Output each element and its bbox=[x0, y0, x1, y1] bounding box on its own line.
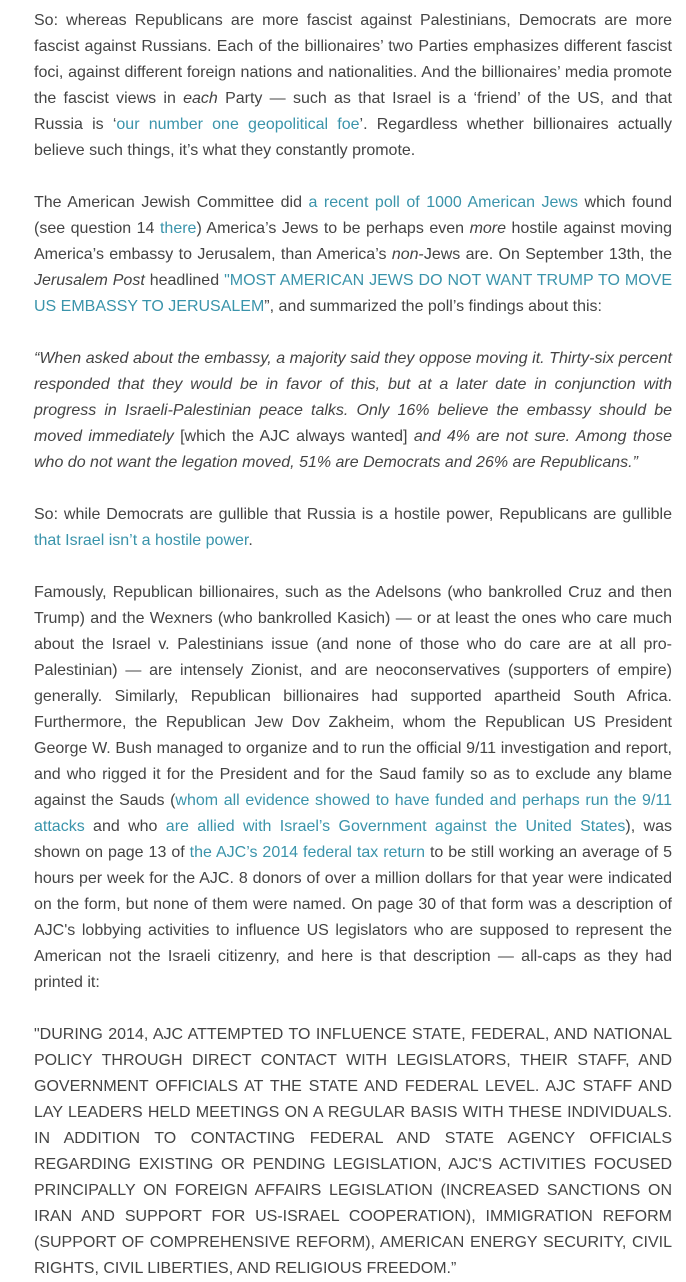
link-jerusalem-post-headline[interactable]: "MOST AMERICAN JEWS DO NOT WANT TRUMP TO MOVE US EMBASSY TO JERUSALEM bbox=[34, 272, 673, 315]
emphasis: non bbox=[391, 246, 419, 263]
link-ajc-tax-return[interactable]: the AJC’s 2014 federal tax return bbox=[189, 844, 425, 861]
paragraph-republican-billionaires bbox=[34, 580, 672, 996]
text: So: while Democrats are gullible that Russia is a hostile power, Republicans are gullible bbox=[34, 506, 672, 523]
quote-text: “When asked about the embassy, a majority said they oppose moving it. Thirty-six percent responded that they would be in favor of this, but at a later date in conjunction with progress in Israeli-Palestinian peace talks. Only 16% believe the embassy should be moved immediately bbox=[34, 350, 672, 445]
text: "DURING 2014, AJC ATTEMPTED TO INFLUENCE STATE, FEDERAL, AND NATIONAL POLICY THROUGH DIRECT CONTACT WITH LEGISLATORS, THEIR STAFF, AND GOVERNMENT OFFICIALS AT THE STATE AND FEDERAL LEVEL. AJC STAFF AND LAY LEADERS HELD MEETINGS ON A REGULAR BASIS WITH THESE INDIVIDUALS. IN ADDITION TO CONTACTING FEDERAL AND STATE AGENCY OFFICIALS REGARDING EXISTING OR PENDING LEGISLATION, AJC'S ACTIVITIES FOCUSED PRINCIPALLY ON FOREIGN AFFAIRS LEGISLATION (INCREASED SANCTIONS ON IRAN AND SUPPORT FOR US-ISRAEL COOPERATION), IMMIGRATION REFORM (SUPPORT OF COMPREHENSIVE REFORM), AMERICAN ENERGY SECURITY, CIVIL RIGHTS, CIVIL LIBERTIES, AND RELIGIOUS FREEDOM.” bbox=[34, 1026, 672, 1277]
text: ’. Regardless whether billionaires actually believe such things, it’s what they constantly promote. bbox=[34, 116, 673, 159]
link-geopolitical-foe[interactable]: our number one geopolitical foe bbox=[116, 116, 360, 133]
text: So: whereas Republicans are more fascist against Palestinians, Democrats are more fascist against Russians. Each of the billionaires’ two Parties emphasizes different fascist foci, against different foreign nations and nationalities. And the billionaires’ media promote the fascist views in bbox=[34, 12, 672, 107]
text: . bbox=[248, 532, 253, 549]
text: -Jews are. On September 13th, the bbox=[418, 246, 673, 263]
text: which found (see question 14 bbox=[34, 194, 672, 237]
blockquote-poll-findings bbox=[34, 346, 672, 476]
text: ) America’s Jews to be perhaps even bbox=[196, 220, 470, 237]
emphasis: each bbox=[183, 90, 218, 107]
emphasis: more bbox=[469, 220, 507, 237]
text: to be still working an average of 5 hours per week for the AJC. 8 donors of over a million dollars for that year were indicated on the form, but none of them were named. On page 30 of that form was a description of AJC's lobbying activities to influence US legislators who are supposed to represent the American not the Israeli citizenry, and here is that description — all-caps as they had printed it: bbox=[34, 844, 672, 991]
text: The American Jewish Committee did bbox=[34, 194, 309, 211]
link-allied-with-israel[interactable]: are allied with Israel’s Government against the United States bbox=[165, 818, 626, 835]
text: and who bbox=[84, 818, 166, 835]
quote-text: and 4% are not sure. Among those who do not want the legation moved, 51% are Democrats and 26% are Republicans.” bbox=[34, 428, 673, 471]
link-ajc-poll[interactable]: a recent poll of 1000 American Jews bbox=[308, 194, 578, 211]
publication-name: Jerusalem Post bbox=[34, 272, 145, 289]
quote-ajc-lobbying-description bbox=[34, 1022, 672, 1282]
text: ), was shown on page 13 of bbox=[34, 818, 672, 861]
text: ”, and summarized the poll’s findings about this: bbox=[264, 298, 602, 315]
paragraph-ajc-poll bbox=[34, 190, 672, 320]
text: Party — such as that Israel is a ‘friend’ of the US, and that Russia is ‘ bbox=[34, 90, 673, 133]
link-there[interactable]: there bbox=[159, 220, 197, 237]
text: headlined bbox=[144, 272, 225, 289]
text: hostile against moving America’s embassy to Jerusalem, than America’s bbox=[34, 220, 672, 263]
editorial-insert: [which the AJC always wanted] bbox=[173, 428, 414, 445]
link-israel-hostile-power[interactable]: that Israel isn’t a hostile power bbox=[34, 532, 249, 549]
text: Famously, Republican billionaires, such as the Adelsons (who bankrolled Cruz and then Trump) and the Wexners (who bankrolled Kasich) — or at least the ones who care much about the Israel v. Palestinians issue (and none of those who do care are at all pro-Palestinian) — are intensely Zionist, and are neoconservatives (supporters of empire) generally. Similarly, Republican billionaires had supported apartheid South Africa. Furthermore, the Republican Jew Dov Zakheim, whom the Republican US President George W. Bush managed to organize and to run the official 9/11 investigation and report, and who rigged it for the President and for the Saud family so as to exclude any blame against the Sauds ( bbox=[34, 584, 672, 809]
paragraph-gullible bbox=[34, 502, 672, 554]
paragraph-parties-fascism bbox=[34, 8, 672, 164]
link-saud-evidence[interactable]: whom all evidence showed to have funded and perhaps run the 9/11 attacks bbox=[34, 792, 673, 835]
